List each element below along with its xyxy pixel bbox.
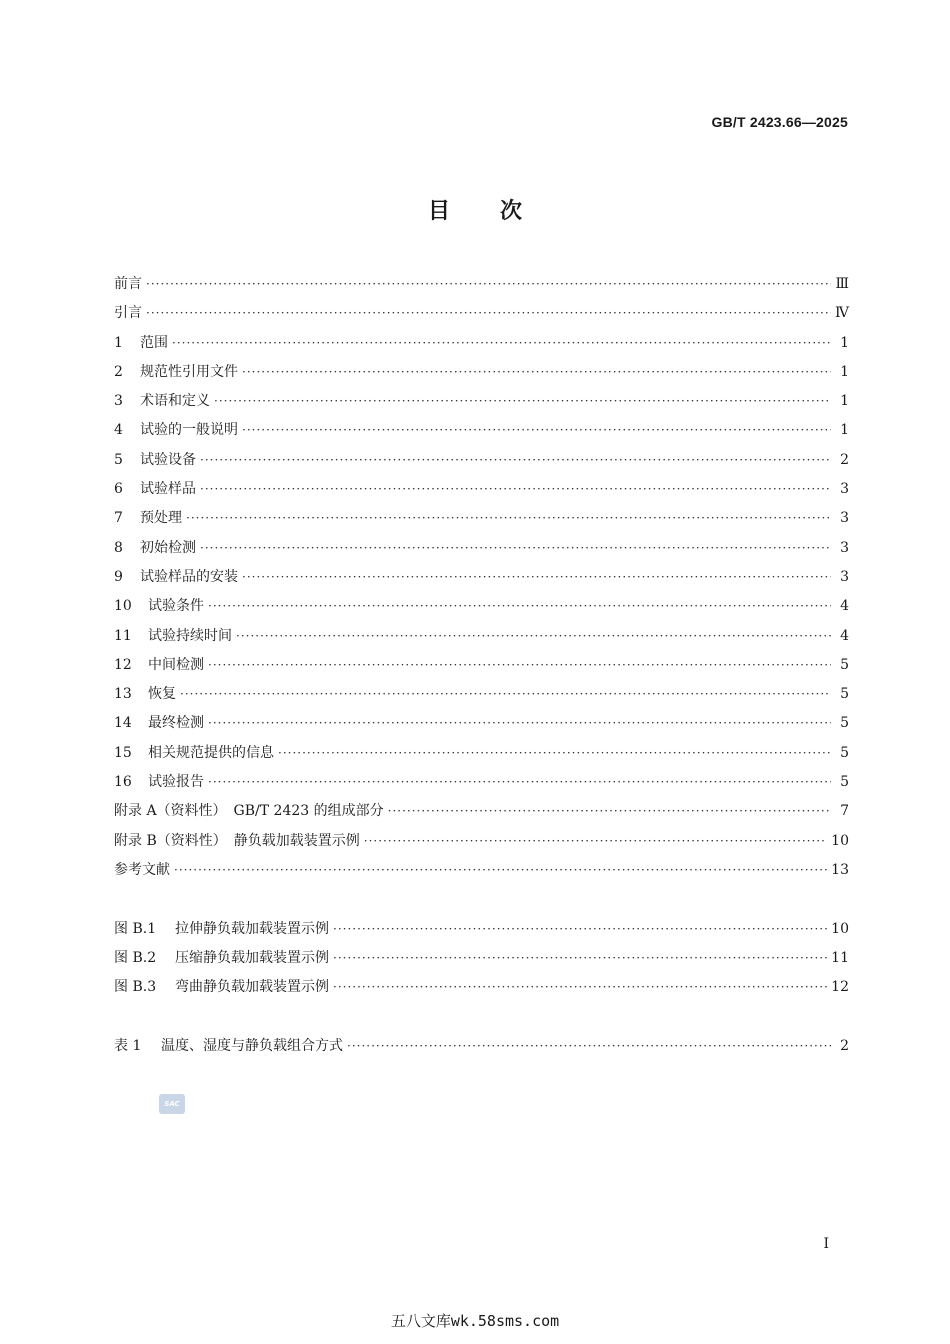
toc-entry-annex-b[interactable]	[114, 827, 849, 856]
toc-figure-number: 图 B.2	[114, 949, 157, 966]
toc-entry-page: 13	[831, 861, 849, 878]
toc-entry-page: 5	[840, 744, 849, 761]
toc-entry-label: 试验条件	[148, 598, 204, 615]
toc-entry-15[interactable]	[114, 739, 849, 768]
toc-entry-page: Ⅳ	[835, 305, 849, 322]
toc-entry-number: 2	[114, 363, 123, 380]
toc-entry-page: 5	[840, 715, 849, 732]
toc-figure-b1[interactable]	[114, 915, 849, 944]
toc-entry-3[interactable]	[114, 387, 849, 416]
toc-figure-b3[interactable]	[114, 973, 849, 1002]
toc-entry-label: 试验持续时间	[148, 627, 232, 644]
toc-entry-page: 3	[840, 481, 849, 498]
toc-entry-number: 8	[114, 539, 123, 556]
toc-figure-label: 压缩静负载加载装置示例	[175, 949, 329, 966]
toc-entry-5[interactable]	[114, 446, 849, 475]
sac-watermark-logo: SAC	[159, 1094, 185, 1114]
toc-entry-label: 试验样品的安装	[140, 568, 238, 585]
toc-entry-label: 参考文献	[114, 861, 170, 878]
toc-entry-bibliography[interactable]	[114, 856, 849, 885]
toc-entry-page: 3	[840, 568, 849, 585]
toc-figure-label: 拉伸静负载加载装置示例	[175, 920, 329, 937]
toc-figure-b2[interactable]	[114, 944, 849, 973]
toc-entry-number: 5	[114, 451, 123, 468]
toc-entry-label: 相关规范提供的信息	[148, 744, 274, 761]
toc-figure-label: 弯曲静负载加载装置示例	[175, 979, 329, 996]
toc-entry-label: 范围	[140, 334, 168, 351]
toc-entry-number: 16	[114, 774, 132, 791]
toc-entry-page: 5	[840, 774, 849, 791]
toc-entry-10[interactable]	[114, 592, 849, 621]
toc-entry-page: 10	[831, 832, 849, 849]
toc-entry-number: 7	[114, 510, 123, 527]
toc-entry-page: 1	[840, 393, 849, 410]
toc-table-label: 温度、湿度与静负载组合方式	[161, 1037, 343, 1054]
toc-entry-page: 7	[840, 803, 849, 820]
table-of-contents	[114, 270, 849, 1061]
toc-entry-preface[interactable]	[114, 270, 849, 299]
toc-figure-page: 11	[831, 949, 849, 966]
toc-entry-number: 6	[114, 481, 123, 498]
toc-entry-label: 试验设备	[140, 451, 196, 468]
toc-entry-4[interactable]	[114, 416, 849, 445]
toc-entry-number: 4	[114, 422, 123, 439]
toc-entry-label: 中间检测	[148, 656, 204, 673]
toc-figure-number: 图 B.1	[114, 920, 157, 937]
toc-entry-page: 3	[840, 539, 849, 556]
toc-table-page: 2	[840, 1037, 849, 1054]
toc-entry-number: 15	[114, 744, 132, 761]
toc-entry-label: 附录 B（资料性） 静负载加载装置示例	[114, 832, 360, 849]
toc-entry-6[interactable]	[114, 475, 849, 504]
toc-title-part2: 次	[500, 199, 523, 224]
toc-entry-number: 3	[114, 393, 123, 410]
toc-entry-12[interactable]	[114, 651, 849, 680]
toc-entry-9[interactable]	[114, 563, 849, 592]
toc-entry-label: 预处理	[140, 510, 182, 527]
toc-figure-page: 10	[831, 920, 849, 937]
toc-entry-label: 最终检测	[148, 715, 204, 732]
toc-entry-label: 试验样品	[140, 481, 196, 498]
toc-entry-page: 1	[840, 363, 849, 380]
toc-entry-page: 3	[840, 510, 849, 527]
toc-title	[0, 194, 950, 225]
toc-entry-number: 11	[114, 627, 132, 644]
toc-entry-14[interactable]	[114, 709, 849, 738]
toc-entry-13[interactable]	[114, 680, 849, 709]
toc-entry-number: 13	[114, 686, 132, 703]
toc-entry-page: 5	[840, 686, 849, 703]
toc-entry-8[interactable]	[114, 534, 849, 563]
toc-entry-page: 1	[840, 334, 849, 351]
toc-figure-page: 12	[831, 979, 849, 996]
toc-entry-page: Ⅲ	[835, 276, 849, 292]
toc-entry-2[interactable]	[114, 358, 849, 387]
toc-entry-number: 14	[114, 715, 132, 732]
toc-table-number: 表 1	[114, 1037, 142, 1054]
toc-entry-page: 1	[840, 422, 849, 439]
toc-entry-label: 附录 A（资料性） GB/T 2423 的组成部分	[114, 803, 384, 820]
toc-entry-11[interactable]	[114, 622, 849, 651]
toc-entry-label: 前言	[114, 276, 142, 292]
toc-entry-label: 术语和定义	[140, 393, 210, 410]
toc-entry-page: 4	[840, 627, 849, 644]
toc-entry-label: 试验报告	[148, 774, 204, 791]
toc-figure-number: 图 B.3	[114, 979, 157, 996]
toc-entry-label: 规范性引用文件	[140, 363, 238, 380]
toc-entry-7[interactable]	[114, 504, 849, 533]
standard-code: GB/T 2423.66—2025	[711, 114, 848, 130]
toc-entry-16[interactable]	[114, 768, 849, 797]
toc-entry-page: 2	[840, 451, 849, 468]
toc-entry-number: 9	[114, 568, 123, 585]
toc-title-part1: 目	[427, 199, 450, 224]
footer-watermark: 五八文库wk.58sms.com	[390, 1312, 560, 1330]
toc-entry-introduction[interactable]	[114, 299, 849, 328]
toc-entry-number: 12	[114, 656, 132, 673]
toc-entry-page: 5	[840, 656, 849, 673]
toc-entry-label: 引言	[114, 305, 142, 322]
toc-entry-1[interactable]	[114, 329, 849, 358]
toc-entry-page: 4	[840, 598, 849, 615]
toc-entry-label: 恢复	[148, 686, 176, 703]
toc-entry-annex-a[interactable]	[114, 797, 849, 826]
toc-entry-label: 试验的一般说明	[140, 422, 238, 439]
toc-entry-label: 初始检测	[140, 539, 196, 556]
toc-entry-number: 10	[114, 598, 132, 615]
page-number: I	[823, 1236, 829, 1252]
toc-table-1[interactable]	[114, 1032, 849, 1061]
toc-entry-number: 1	[114, 334, 123, 351]
